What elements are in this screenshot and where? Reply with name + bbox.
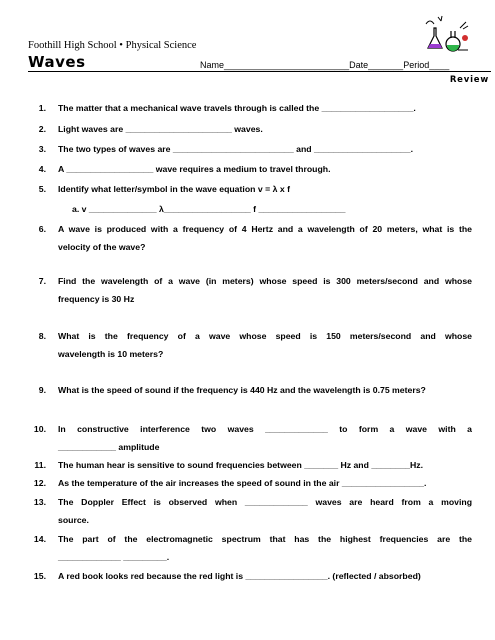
question-number: 2. <box>38 124 46 134</box>
question-number: 6. <box>38 224 46 234</box>
question-text: The part of the electromagnetic spectrum that has the highest frequencies are the <box>58 534 472 544</box>
question-12 <box>28 474 472 492</box>
science-glassware-icon <box>420 14 472 54</box>
question-text-continued: frequency is 30 Hz <box>58 294 135 304</box>
question-number: 12. <box>33 478 46 488</box>
question-text-continued: ____________ amplitude <box>58 442 160 452</box>
question-9 <box>28 381 472 399</box>
review-label: Review <box>449 75 489 85</box>
question-10 <box>28 420 472 456</box>
question-8 <box>28 327 472 363</box>
question-text: Find the wavelength of a wave (in meters) whose speed is 300 meters/second and whose <box>58 276 472 286</box>
question-text: The Doppler Effect is observed when _____________ waves are heard from a moving <box>58 497 472 507</box>
question-text: In constructive interference two waves _____________ to form a wave with a <box>58 424 472 434</box>
question-15 <box>28 567 472 585</box>
question-text-continued: wavelength is 10 meters? <box>58 349 164 359</box>
question-7 <box>28 272 472 308</box>
question-5 <box>28 180 472 198</box>
question-number: 13. <box>33 497 46 507</box>
question-text: A __________________ wave requires a medium to travel through. <box>58 164 331 174</box>
question-text: The human hear is sensitive to sound frequencies between _______ Hz and ________Hz. <box>58 460 424 470</box>
school-name: Foothill High School • Physical Science <box>28 40 197 51</box>
question-3 <box>28 140 472 158</box>
question-text: A red book looks red because the red light is _________________. (reflected / absorbed) <box>58 571 421 581</box>
page-title: Waves <box>28 53 86 71</box>
question-number: 8. <box>38 331 46 341</box>
question-text: The matter that a mechanical wave travels through is called the ___________________. <box>58 103 416 113</box>
question-5-subpart: a. v ______________ λ__________________ f __________________ <box>72 204 346 214</box>
question-11 <box>28 456 472 474</box>
question-text: What is the frequency of a wave whose speed is 150 meters/second and whose <box>58 331 472 341</box>
question-text: What is the speed of sound if the frequency is 440 Hz and the wavelength is 0.75 meters? <box>58 385 426 395</box>
question-text-continued: _____________ _________. <box>58 552 170 562</box>
question-text: As the temperature of the air increases the speed of sound in the air _________________. <box>58 478 427 488</box>
question-text: Light waves are ______________________ waves. <box>58 124 263 134</box>
question-text: A wave is produced with a frequency of 4 Hertz and a wavelength of 20 meters, what is the <box>58 224 472 234</box>
question-text: The two types of waves are _________________________ and ____________________. <box>58 144 414 154</box>
question-text-continued: velocity of the wave? <box>58 242 146 252</box>
question-13 <box>28 493 472 529</box>
question-number: 10. <box>33 424 46 434</box>
question-number: 11. <box>34 460 46 470</box>
header-divider <box>28 71 491 72</box>
question-text: Identify what letter/symbol in the wave equation v = λ x f <box>58 184 290 194</box>
question-number: 3. <box>38 144 46 154</box>
question-1 <box>28 99 472 117</box>
question-4 <box>28 160 472 178</box>
question-2 <box>28 120 472 138</box>
question-number: 4. <box>38 164 46 174</box>
question-6 <box>28 220 472 256</box>
question-number: 1. <box>38 103 46 113</box>
question-number: 9. <box>38 385 46 395</box>
question-number: 14. <box>33 534 46 544</box>
question-text-continued: source. <box>58 515 89 525</box>
question-number: 7. <box>38 276 46 286</box>
question-number: 5. <box>38 184 46 194</box>
question-14 <box>28 530 472 566</box>
question-number: 15. <box>33 571 46 581</box>
name-date-period-fields: Name_________________________Date_______Period____ <box>200 60 450 70</box>
